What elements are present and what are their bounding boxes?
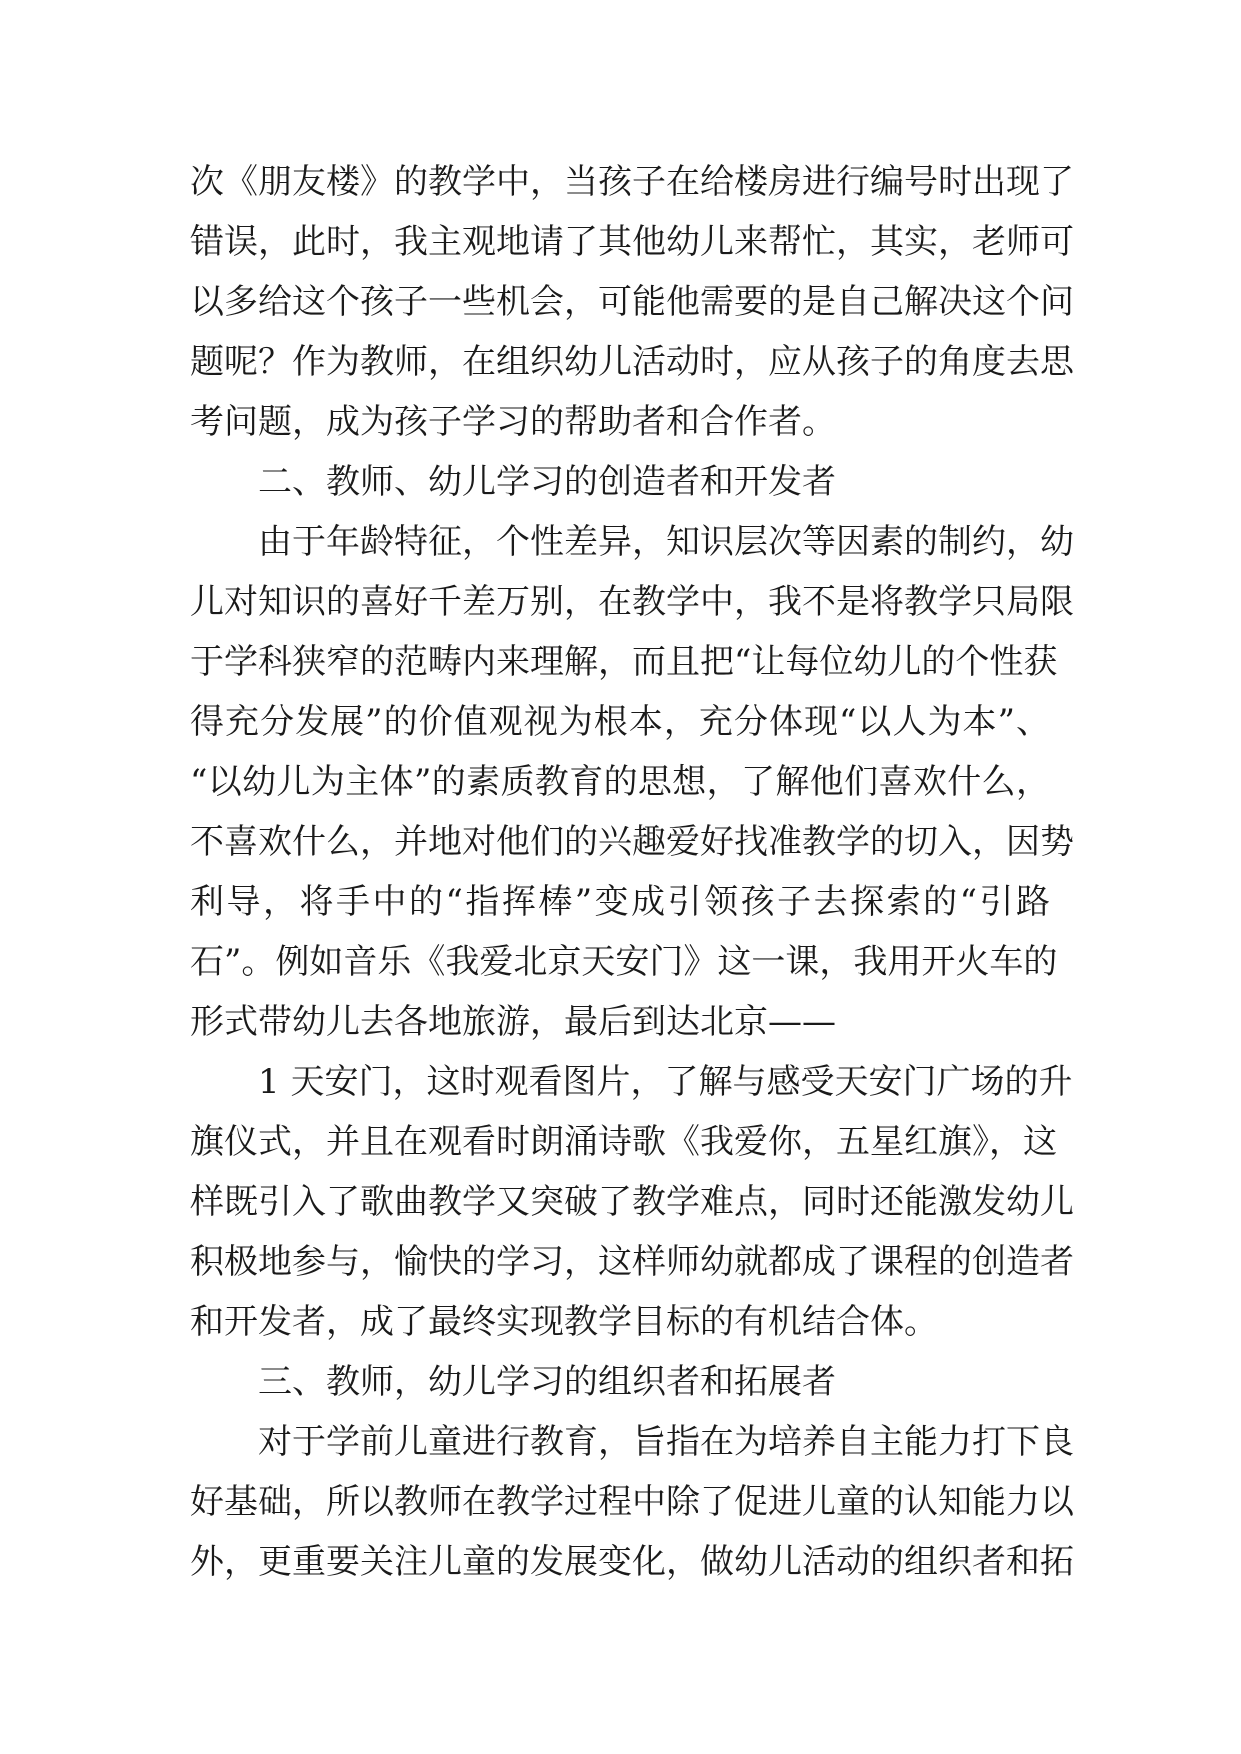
text-line: 不喜欢什么，并地对他们的兴趣爱好找准教学的切入，因势 (190, 822, 1074, 862)
text-line: 形式带幼儿去各地旅游，最后到达北京—— (190, 1002, 836, 1042)
text-line: 错误，此时，我主观地请了其他幼儿来帮忙，其实，老师可 (190, 222, 1074, 262)
paragraph-start-line: 三、教师，幼儿学习的组织者和拓展者 (258, 1362, 836, 1402)
text-line: 以多给这个孩子一些机会，可能他需要的是自己解决这个问 (190, 282, 1074, 322)
text-line: 外，更重要关注儿童的发展变化，做幼儿活动的组织者和拓 (190, 1542, 1074, 1582)
text-line: 儿对知识的喜好千差万别，在教学中，我不是将教学只局限 (190, 582, 1074, 622)
paragraph-start-line: 对于学前儿童进行教育，旨指在为培养自主能力打下良 (258, 1422, 1074, 1462)
text-line: 题呢？作为教师，在组织幼儿活动时，应从孩子的角度去思 (190, 342, 1074, 382)
text-line: 旗仪式，并且在观看时朗涌诗歌《我爱你，五星红旗》，这 (190, 1122, 1057, 1162)
text-line: 次《朋友楼》的教学中，当孩子在给楼房进行编号时出现了 (190, 162, 1074, 202)
text-line: 积极地参与，愉快的学习，这样师幼就都成了课程的创造者 (190, 1242, 1074, 1282)
text-line: 利导，将手中的“指挥棒”变成引领孩子去探索的“引路 (190, 882, 1050, 922)
text-line: 得充分发展”的价值观视为根本，充分体现“以人为本”、 (190, 702, 1050, 742)
text-line: 于学科狭窄的范畴内来理解，而且把“让每位幼儿的个性获 (190, 642, 1058, 682)
paragraph-start-line: 1 天安门，这时观看图片，了解与感受天安门广场的升 (258, 1062, 1073, 1102)
text-line: 和开发者，成了最终实现教学目标的有机结合体。 (190, 1302, 938, 1342)
text-line: 石”。例如音乐《我爱北京天安门》这一课，我用开火车的 (190, 942, 1058, 982)
text-line: 好基础，所以教师在教学过程中除了促进儿童的认知能力以 (190, 1482, 1074, 1522)
paragraph-start-line: 由于年龄特征，个性差异，知识层次等因素的制约，幼 (258, 522, 1074, 562)
document-body (190, 152, 1074, 1592)
paragraph-start-line: 二、教师、幼儿学习的创造者和开发者 (258, 462, 836, 502)
text-line: 样既引入了歌曲教学又突破了教学难点，同时还能激发幼儿 (190, 1182, 1074, 1222)
text-line: “以幼儿为主体”的素质教育的思想，了解他们喜欢什么， (190, 762, 1050, 802)
text-line: 考问题，成为孩子学习的帮助者和合作者。 (190, 402, 836, 442)
